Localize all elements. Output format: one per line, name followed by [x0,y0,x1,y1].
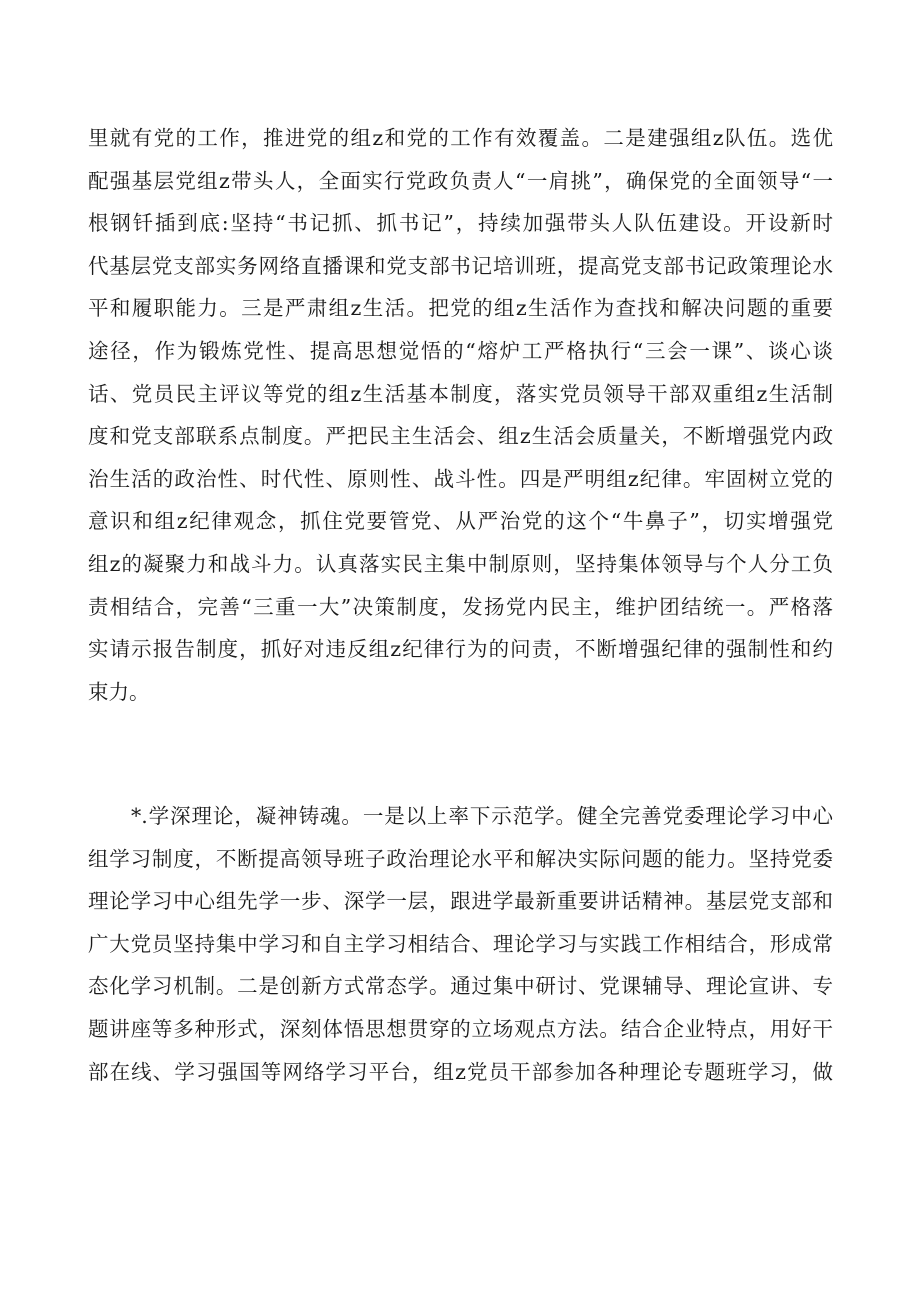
text-line: 态化学习机制。二是创新方式常态学。通过集中研讨、党课辅导、理论宣讲、专 [88,974,833,999]
text-line: 话、党员民主评议等党的组z生活基本制度，落实党员领导干部双重组z生活制 [88,381,833,406]
text-line: 题讲座等多种形式，深刻体悟思想贯穿的立场观点方法。结合企业特点，用好干 [88,1016,833,1041]
text-line: 部在线、学习强国等网络学习平台，组z党员干部参加各种理论专题班学习，做 [88,1059,833,1084]
text-line: 途径，作为锻炼党性、提高思想觉悟的“熔炉工严格执行“三会一课”、谈心谈 [88,338,833,363]
text-line: 组z的凝聚力和战斗力。认真落实民主集中制原则，坚持集体领导与个人分工负 [88,551,833,576]
text-line: 理论学习中心组先学一步、深学一层，跟进学最新重要讲话精神。基层党支部和 [88,889,833,914]
text-line: 束力。 [88,679,150,704]
text-line: *.学深理论，凝神铸魂。一是以上率下示范学。健全完善党委理论学习中心 [131,804,833,828]
text-line: 里就有党的工作，推进党的组z和党的工作有效覆盖。二是建强组z队伍。选优 [88,126,833,150]
paragraph-continued [88,117,833,713]
text-line: 治生活的政治性、时代性、原则性、战斗性。四是严明组z纪律。牢固树立党的 [88,466,833,491]
text-line: 实请示报告制度，抓好对违反组z纪律行为的问责，不断增强纪律的强制性和约 [88,637,833,662]
text-line: 度和党支部联系点制度。严把民主生活会、组z生活会质量关，不断增强党内政 [88,424,833,449]
text-line: 根钢钎插到底:坚持“书记抓、抓书记”，持续加强带头人队伍建设。开设新时 [88,211,833,236]
text-line: 平和履职能力。三是严肃组z生活。把党的组z生活作为查找和解决问题的重要 [88,296,833,321]
text-line: 代基层党支部实务网络直播课和党支部书记培训班，提高党支部书记政策理论水 [88,253,833,278]
text-line: 广大党员坚持集中学习和自主学习相结合、理论学习与实践工作相结合，形成常 [88,931,833,956]
text-line: 组学习制度，不断提高领导班子政治理论水平和解决实际问题的能力。坚持党委 [88,846,833,871]
text-line: 责相结合，完善“三重一大”决策制度，发扬党内民主，维护团结统一。严格落 [88,594,833,619]
text-line: 意识和组z纪律观念，抓住党要管党、从严治党的这个“牛鼻子”，切实增强党 [88,509,833,534]
paragraph-study [88,795,833,1093]
text-line: 配强基层党组z带头人，全面实行党政负责人“一肩挑”，确保党的全面领导“一 [88,168,833,193]
